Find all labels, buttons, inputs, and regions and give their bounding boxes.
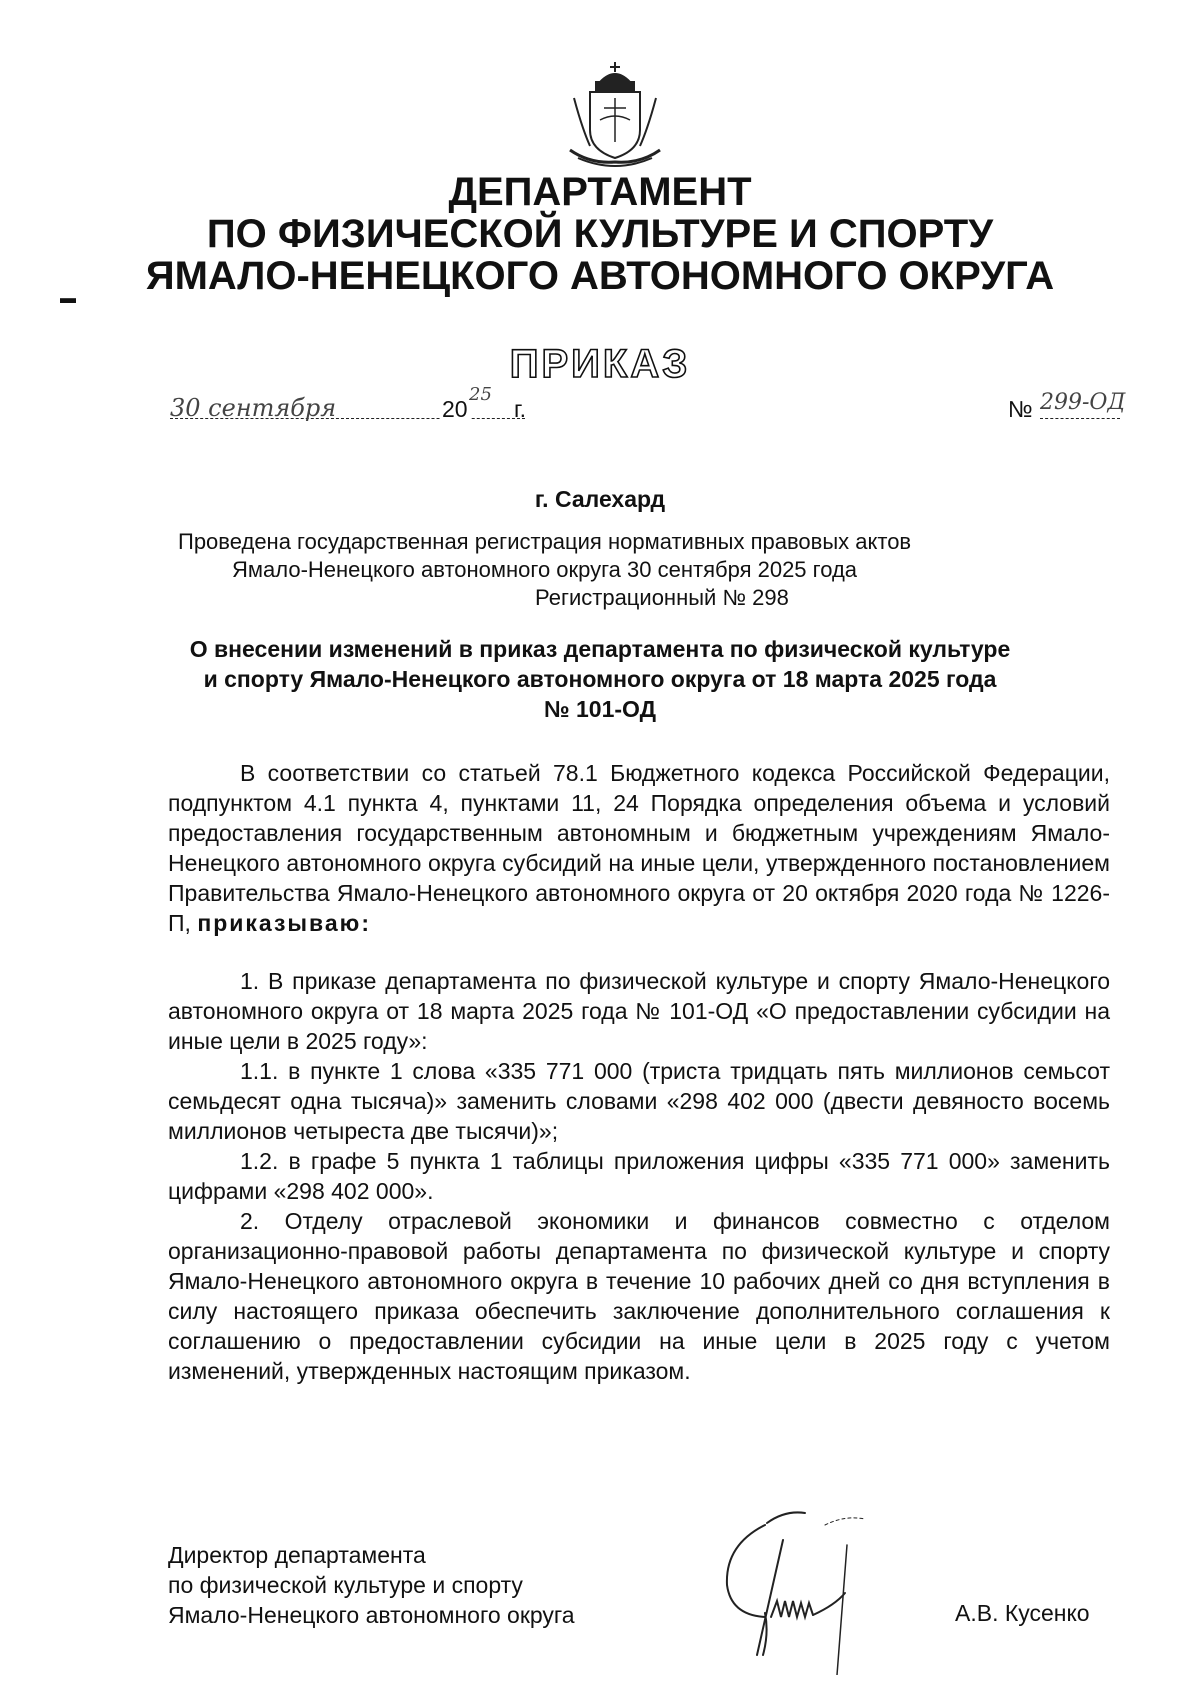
paragraph-1: 1. В приказе департамента по физической культуре и спорту Ямало-Ненецкого автономного округа от 18 марта 2025 года № 101-ОД «О предоставлении субсидии на иные цели в 2025 году»: [168, 968, 1110, 1054]
signature-position [168, 1540, 575, 1630]
order-word: приказываю: [197, 910, 371, 936]
title-line-2: и спорту Ямало-Ненецкого автономного округа от 18 марта 2025 года [203, 666, 997, 692]
position-line-2: по физической культуре и спорту [168, 1572, 523, 1598]
preamble-text: В соответствии со статьей 78.1 Бюджетного кодекса Российской Федерации, подпунктом 4.1 пункта 4, пунктами 11, 24 Порядка определения объема и условий предоставления государственным автономным и бюджетным учреждениям Ямало-Ненецкого автономного округа субсидий на иные цели, утвержденного постановлением Правительства Ямало-Ненецкого автономного округа от 20 октября 2020 года № 1226-П, [168, 760, 1110, 936]
document-type: ПРИКАЗ [509, 342, 691, 386]
header-line-2: ПО ФИЗИЧЕСКОЙ КУЛЬТУРЕ И СПОРТУ [206, 212, 994, 256]
year-label: г. [514, 396, 526, 422]
handwritten-year: 25 [469, 384, 492, 405]
handwritten-date: 30 сентября [170, 394, 337, 422]
paragraph-1-2: 1.2. в графе 5 пункта 1 таблицы приложения цифры «335 771 000» заменить цифрами «298 402 000». [168, 1148, 1110, 1204]
handwritten-number: 299-ОД [1040, 390, 1126, 415]
signatory-name: А.В. Кусенко [955, 1600, 1090, 1626]
registration-line-3: Регистрационный № 298 [535, 585, 789, 610]
coat-of-arms-emblem-icon [560, 58, 670, 170]
header-line-1: ДЕПАРТАМЕНТ [448, 170, 752, 214]
handwritten-signature-icon [705, 1505, 895, 1675]
year-prefix: 20 [442, 396, 468, 422]
paragraph-2: 2. Отделу отраслевой экономики и финансов совместно с отделом организационно-правовой работы департамента по физической культуре и спорту Ямало-Ненецкого автономного округа в течение 10 рабочих дней со дня вступления в силу настоящего приказа обеспечить заключение дополнительного соглашения к соглашению о предоставлении субсидии на иные цели в 2025 году с учетом изменений, утвержденных настоящим приказом. [168, 1208, 1110, 1384]
paragraph-1-1: 1.1. в пункте 1 слова «335 771 000 (триста тридцать пять миллионов семьсот семьдесят одна тысяча)» заменить словами «298 402 000 (двести девяносто восемь миллионов четыреста две тысячи)»; [168, 1058, 1110, 1144]
position-line-1: Директор департамента [168, 1542, 426, 1568]
preamble-paragraph [168, 758, 1110, 938]
header-line-3: ЯМАЛО-НЕНЕЦКОГО АВТОНОМНОГО ОКРУГА [145, 254, 1055, 298]
number-underline [1040, 418, 1120, 419]
document-body [168, 758, 1110, 1386]
registration-line-1: Проведена государственная регистрация нормативных правовых актов [178, 529, 912, 554]
title-line-1: О внесении изменений в приказ департамента по физической культуре [189, 636, 1011, 662]
title-line-3: № 101-ОД [543, 696, 657, 722]
city: г. Салехард [534, 486, 666, 512]
registration-line-2: Ямало-Ненецкого автономного округа 30 сентября 2025 года [232, 557, 858, 582]
number-label: № [1008, 396, 1033, 422]
position-line-3: Ямало-Ненецкого автономного округа [168, 1602, 575, 1628]
margin-mark: ▬ [60, 290, 76, 307]
